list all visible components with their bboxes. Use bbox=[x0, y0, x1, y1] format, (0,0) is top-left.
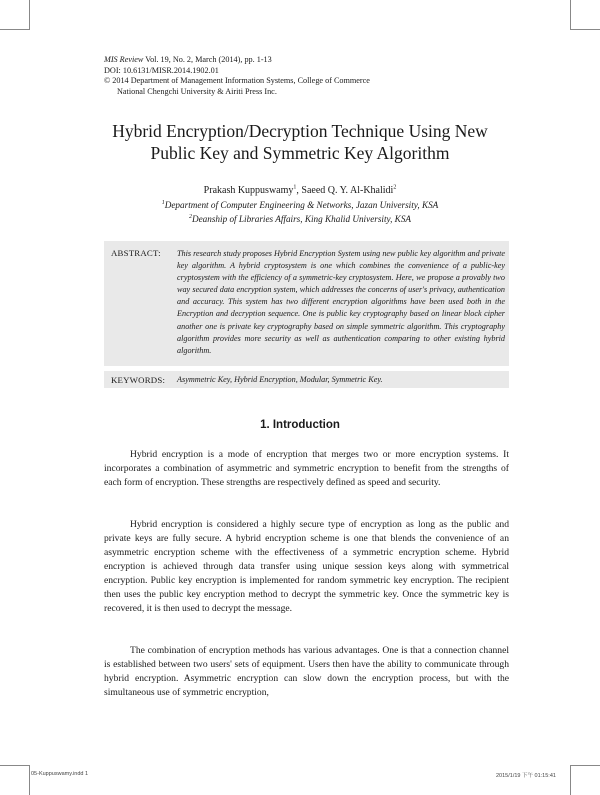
crop-mark bbox=[570, 29, 600, 30]
journal-citation: Vol. 19, No. 2, March (2014), pp. 1-13 bbox=[145, 55, 272, 64]
crop-mark bbox=[0, 29, 30, 30]
section-heading: 1. Introduction bbox=[260, 419, 340, 431]
author-superscript: 1 bbox=[293, 184, 297, 191]
keywords-label: KEYWORDS: bbox=[111, 375, 166, 385]
doi: DOI: 10.6131/MISR.2014.1902.01 bbox=[104, 65, 219, 75]
copyright-line-1: © 2014 Department of Management Information Systems, College of Commerce bbox=[104, 76, 370, 85]
crop-mark bbox=[570, 765, 600, 766]
crop-mark bbox=[0, 765, 30, 766]
crop-mark bbox=[570, 0, 571, 30]
paragraph-text: Hybrid encryption is considered a highly secure type of encryption as long as the public and private keys are fully secure. A hybrid encryption scheme is one that blends the convenience of an asymmetric encryption scheme with the effectiveness of a symmetric encryption scheme. Hybrid encryption is achieved through data transfer using unique session keys along with symmetrical encryption. Public key encryption is implemented for random symmetric key encryption. The recipient then uses the public key encryption method to decrypt the symmetric key. Once the symmetric key is recovered, it is then used to decrypt the message. bbox=[104, 519, 509, 614]
affiliation-2 bbox=[60, 213, 540, 225]
copyright-line-2: National Chengchi University & Airiti Press Inc. bbox=[117, 86, 277, 96]
paragraph bbox=[104, 644, 509, 700]
paragraph-text: Hybrid encryption is a mode of encryption that merges two or more encryption systems. It incorporates a combination of asymmetric and symmetric encryption to benefit from the strengths of each form of encryption. These strengths are respectively defined as speed and security. bbox=[104, 449, 509, 488]
paragraph bbox=[104, 448, 509, 490]
affiliation-text: Department of Computer Engineering & Networks, Jazan University, KSA bbox=[164, 200, 439, 210]
affiliation-1 bbox=[60, 199, 540, 211]
author-name: Prakash Kuppuswamy bbox=[203, 185, 294, 196]
print-footer-right: 2015/1/19 下午 01:15:41 bbox=[496, 773, 556, 779]
title-line-1: Hybrid Encryption/Decryption Technique Using New bbox=[112, 121, 488, 141]
abstract-label: ABSTRACT: bbox=[111, 248, 161, 258]
author-superscript: 2 bbox=[393, 184, 397, 191]
keywords-box bbox=[104, 371, 509, 388]
journal-header bbox=[104, 55, 370, 97]
title-line-2: Public Key and Symmetric Key Algorithm bbox=[150, 143, 450, 163]
abstract-text: This research study proposes Hybrid Encryption System using new public key algorithm and private key algorithm. A hybrid cryptosystem is one which combines the convenience of a public-key cryptosystem with the efficiency of a symmetric-key cryptosystem. Here, we propose a provably two way secured data encryption system, which addresses the concerns of user's privacy, authentication and accuracy. This system has two different encryption algorithms have been used both in the Encryption and decryption sequence. One is public key cryptography based on linear block cipher another one is private key cryptography based on simple symmetric algorithm. This cryptography algorithm provides more security as well as authentication comparing to other existing hybrid algorithm. bbox=[177, 249, 505, 355]
author-name: Saeed Q. Y. Al-Khalidi bbox=[301, 185, 394, 196]
abstract-box bbox=[104, 241, 509, 366]
affiliation-superscript: 2 bbox=[188, 213, 192, 220]
affiliation-text: Deanship of Libraries Affairs, King Khalid University, KSA bbox=[191, 214, 412, 224]
paper-title bbox=[60, 120, 540, 164]
crop-mark bbox=[570, 765, 571, 795]
author-separator: , bbox=[296, 185, 302, 196]
print-footer-left: 05-Kuppuswamy.indd 1 bbox=[31, 771, 89, 777]
journal-citation-line bbox=[104, 55, 370, 66]
crop-mark bbox=[29, 0, 30, 30]
paragraph bbox=[104, 518, 509, 616]
crop-mark bbox=[29, 765, 30, 795]
affiliation-superscript: 1 bbox=[161, 199, 165, 206]
paragraph-text: The combination of encryption methods has various advantages. One is that a connection channel is established between two users' sets of equipment. Users then have the ability to communicate through hybrid encryption. Asymmetric encryption can slow down the encryption process, but with the simultaneous use of symmetric encryption, bbox=[104, 645, 509, 698]
keywords-text: Asymmetric Key, Hybrid Encryption, Modular, Symmetric Key. bbox=[177, 375, 383, 384]
journal-name: MIS Review bbox=[104, 55, 144, 64]
author-list bbox=[60, 184, 540, 197]
